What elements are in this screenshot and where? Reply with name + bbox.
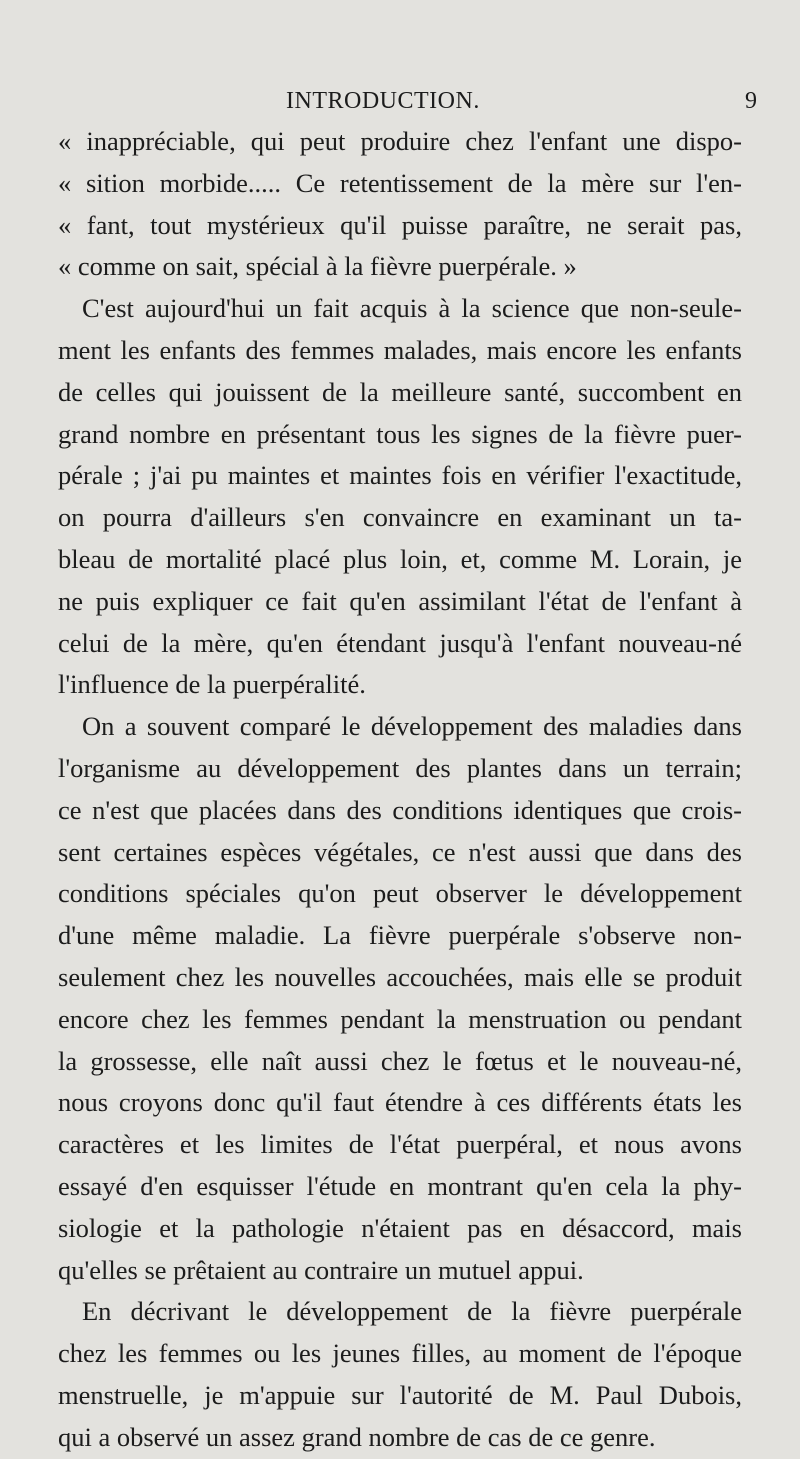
text-line: grand nombre en présentant tous les signes de la fièvre puer- [58, 418, 742, 449]
running-head: INTRODUCTION. [286, 88, 480, 114]
text-line: chez les femmes ou les jeunes filles, au moment de l'époque [58, 1338, 742, 1369]
text-line: on pourra d'ailleurs s'en convaincre en examinant un ta- [58, 502, 742, 533]
text-line: pérale ; j'ai pu maintes et maintes fois en vérifier l'exactitude, [58, 460, 742, 491]
text-line: conditions spéciales qu'on peut observer le développement [58, 878, 742, 909]
paragraph-start-line: On a souvent comparé le développement des maladies dans [82, 711, 742, 742]
text-line: l'influence de la puerpéralité. [58, 669, 366, 700]
text-line: de celles qui jouissent de la meilleure santé, succombent en [58, 376, 742, 407]
text-line: « inappréciable, qui peut produire chez l'enfant une dispo- [58, 126, 742, 156]
text-line: qu'elles se prêtaient au contraire un mutuel appui. [58, 1254, 584, 1285]
text-line: bleau de mortalité placé plus loin, et, comme M. Lorain, je [58, 543, 742, 574]
text-line: encore chez les femmes pendant la menstruation ou pendant [58, 1003, 742, 1034]
text-line: caractères et les limites de l'état puerpéral, et nous avons [58, 1129, 742, 1160]
text-line: « sition morbide..... Ce retentissement de la mère sur l'en- [58, 167, 742, 198]
text-line: l'organisme au développement des plantes dans un terrain; [58, 752, 742, 783]
text-line: d'une même maladie. La fièvre puerpérale s'observe non- [58, 920, 742, 951]
text-line: qui a observé un assez grand nombre de cas de ce genre. [58, 1421, 656, 1452]
text-line: « comme on sait, spécial à la fièvre puerpérale. » [58, 251, 577, 282]
page-number: 9 [745, 88, 757, 114]
paragraph-start-line: En décrivant le développement de la fièvre puerpérale [82, 1296, 742, 1327]
text-line: ne puis expliquer ce fait qu'en assimilant l'état de l'enfant à [58, 585, 742, 616]
text-line: sent certaines espèces végétales, ce n'est aussi que dans des [58, 836, 742, 867]
text-line: seulement chez les nouvelles accouchées, mais elle se produit [58, 961, 742, 992]
text-line: menstruelle, je m'appuie sur l'autorité de M. Paul Dubois, [58, 1379, 742, 1410]
paragraph-start-line: C'est aujourd'hui un fait acquis à la science que non-seule- [82, 293, 742, 324]
text-line: ce n'est que placées dans des conditions identiques que crois- [58, 794, 742, 825]
body-text [58, 121, 742, 1459]
text-line: la grossesse, elle naît aussi chez le fœtus et le nouveau-né, [58, 1045, 742, 1076]
text-line: nous croyons donc qu'il faut étendre à ces différents états les [58, 1087, 742, 1118]
text-line: celui de la mère, qu'en étendant jusqu'à l'enfant nouveau-né [58, 627, 742, 658]
text-line: « fant, tout mystérieux qu'il puisse paraître, ne serait pas, [58, 209, 742, 240]
text-line: siologie et la pathologie n'étaient pas en désaccord, mais [58, 1212, 742, 1243]
text-line: ment les enfants des femmes malades, mais encore les enfants [58, 334, 742, 365]
page-header [0, 84, 800, 120]
text-line: essayé d'en esquisser l'étude en montrant qu'en cela la phy- [58, 1170, 742, 1201]
